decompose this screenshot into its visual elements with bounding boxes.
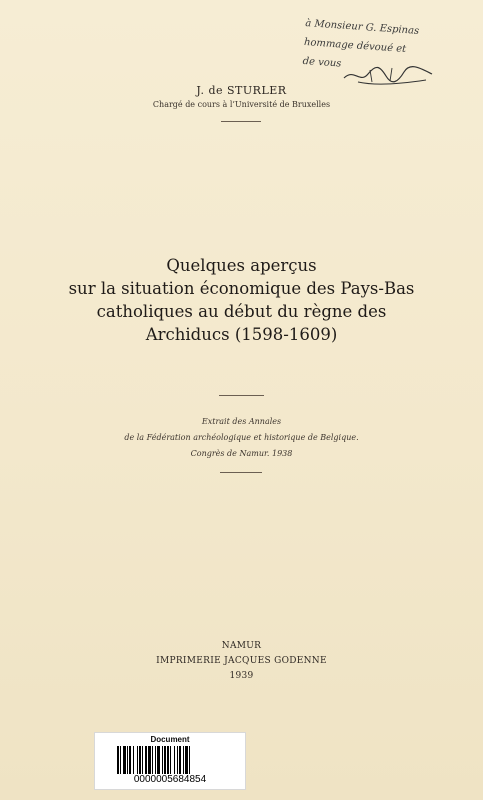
dedication-line: à Monsieur G. Espinas xyxy=(304,17,420,37)
extract-note xyxy=(0,414,483,462)
divider xyxy=(219,395,264,396)
extract-line: de la Fédération archéologique et historique de Belgique. xyxy=(124,433,359,442)
divider xyxy=(221,121,261,122)
imprint-printer: IMPRIMERIE JACQUES GODENNE xyxy=(156,656,327,666)
imprint xyxy=(0,639,483,684)
title-line: catholiques au début du règne des xyxy=(96,302,387,321)
divider xyxy=(220,472,262,473)
barcode-icon xyxy=(117,746,223,774)
imprint-city: NAMUR xyxy=(221,641,262,651)
barcode-number: 0000005684854 xyxy=(133,774,207,785)
title-line: sur la situation économique des Pays-Bas xyxy=(68,279,415,298)
barcode-label: Document xyxy=(150,735,190,744)
barcode-sticker xyxy=(94,732,246,790)
document-title xyxy=(0,254,483,346)
author-name: J. de STURLER xyxy=(196,84,287,97)
imprint-year: 1939 xyxy=(229,671,254,681)
extract-line: Congrès de Namur. 1938 xyxy=(190,449,293,458)
dedication-line: hommage dévoué et xyxy=(303,36,407,56)
author-affiliation: Chargé de cours à l’Université de Bruxelles xyxy=(152,100,331,109)
title-line: Quelques aperçus xyxy=(166,256,317,275)
title-line: Archiducs (1598-1609) xyxy=(145,325,338,344)
extract-line: Extrait des Annales xyxy=(201,417,282,426)
dedication-line: de vous xyxy=(302,55,342,70)
